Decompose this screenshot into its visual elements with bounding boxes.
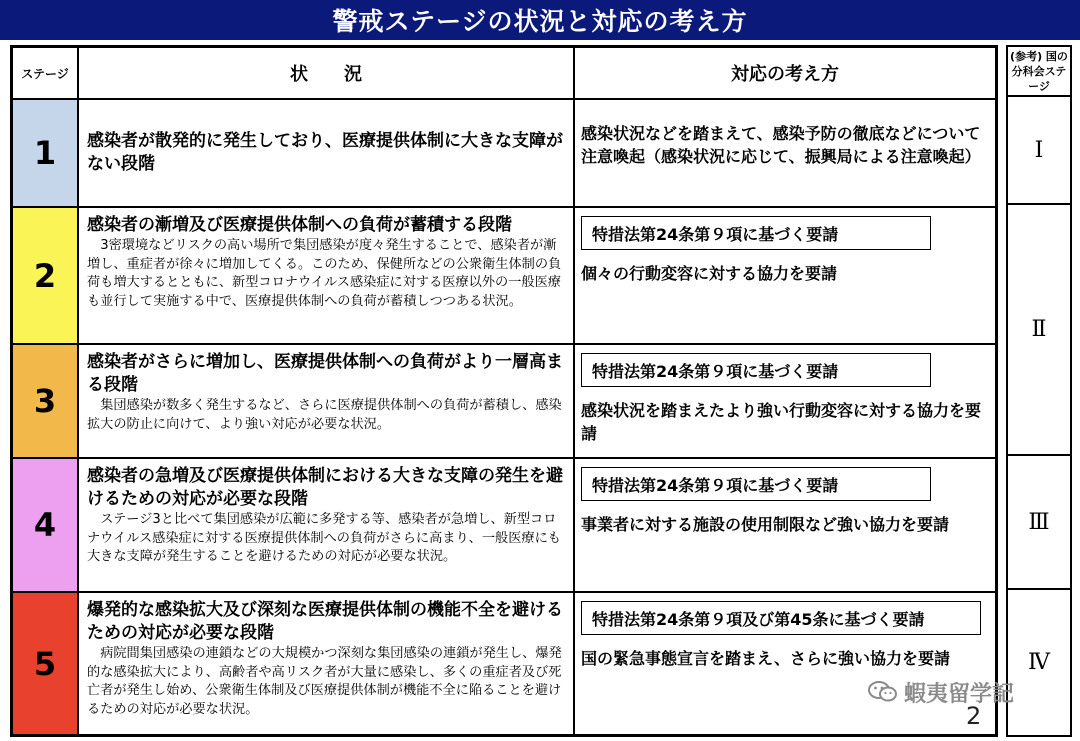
response-text: 感染状況などを踏まえて、感染予防の徹底などについて注意喚起（感染状況に応じて、振興局による注意喚起）: [581, 124, 981, 166]
stage-number: 4: [13, 459, 79, 593]
header-stage: ステージ: [13, 48, 79, 100]
page-title: 警戒ステージの状況と対応の考え方: [0, 0, 1080, 40]
response-cell: [575, 345, 995, 459]
stage-number: 2: [13, 208, 79, 345]
reference-stage: Ⅱ: [1008, 205, 1070, 456]
header-response: 対応の考え方: [575, 48, 995, 100]
legal-basis-box: 特措法第24条第９項に基づく要請: [581, 216, 931, 250]
response-text: 国の緊急事態宣言を踏まえ、さらに強い協力を要請: [581, 649, 950, 668]
watermark-text: 蝦夷留学記: [904, 681, 1015, 707]
situation-title: 感染者の漸増及び医療提供体制への負荷が蓄積する段階: [87, 215, 512, 235]
legal-basis-box: 特措法第24条第９項に基づく要請: [581, 353, 931, 387]
reference-stage: Ⅳ: [1028, 650, 1050, 675]
reference-stage: Ⅰ: [1008, 97, 1070, 205]
stage-table: [10, 45, 998, 737]
response-cell: [575, 100, 995, 208]
response-text: 感染状況を踏まえたより強い行動変容に対する協力を要請: [581, 401, 982, 443]
stage-number: 3: [13, 345, 79, 459]
situation-cell: [79, 459, 575, 593]
header-situation: 状 況: [79, 48, 575, 100]
legal-basis-box: 特措法第24条第９項及び第45条に基づく要請: [581, 601, 981, 635]
situation-title: 感染者が散発的に発生しており、医療提供体制に大きな支障がない段階: [87, 131, 563, 174]
situation-title: 爆発的な感染拡大及び深刻な医療提供体制の機能不全を避けるための対応が必要な段階: [87, 600, 563, 643]
situation-description: ステージ3と比べて集団感染が広範に多発する等、感染者が急増し、新型コロナウイルス感染症に対する医療提供体制への負荷がさらに高まり、一般医療にも大きな支障が発生することを避けるための対応が必要な状況。: [87, 512, 561, 564]
stage-number: 1: [13, 100, 79, 208]
situation-cell: [79, 345, 575, 459]
situation-description: 集団感染が数多く発生するなど、さらに医療提供体制への負荷が蓄積し、感染拡大の防止に向けて、より強い対応が必要な状況。: [87, 398, 562, 432]
situation-description: 病院間集団感染の連鎖などの大規模かつ深刻な集団感染の連鎖が発生し、爆発的な感染拡大により、高齢者や高リスク者が大量に感染し、多くの重症者及び死亡者が発生し始め、公衆衛生体制及び医療提供体制が機能不全に陥ることを避けるための対応が必要な状況。: [87, 646, 562, 717]
situation-description: 3密環境などリスクの高い場所で集団感染が度々発生することで、感染者が漸増し、重症者が徐々に増加してくる。このため、保健所などの公衆衛生体制の負荷も増大するとともに、新型コロナウイルス感染症に対する医療以外の一般医療も並行して実施する中で、医療提供体制への負荷が蓄積しつつある状況。: [87, 238, 562, 309]
response-text: 個々の行動変容に対する協力を要請: [581, 264, 838, 283]
response-text: 事業者に対する施設の使用制限など強い協力を要請: [581, 515, 950, 534]
situation-cell: [79, 100, 575, 208]
watermark: [868, 677, 1014, 707]
response-cell: [575, 208, 995, 345]
legal-basis-box: 特措法第24条第９項に基づく要請: [581, 467, 931, 501]
wechat-icon: [868, 680, 898, 704]
situation-cell: [79, 208, 575, 345]
situation-title: 感染者の急増及び医療提供体制における大きな支障の発生を避けるための対応が必要な段階: [87, 466, 563, 509]
reference-stage-table: [1006, 45, 1072, 737]
response-cell: [575, 593, 995, 734]
page-number: 2: [966, 702, 982, 730]
reference-stage: Ⅲ: [1008, 456, 1070, 590]
stage-number: 5: [13, 593, 79, 734]
situation-cell: [79, 593, 575, 734]
response-cell: [575, 459, 995, 593]
reference-header: (参考) 国の分科会ステージ: [1008, 47, 1070, 97]
situation-title: 感染者がさらに増加し、医療提供体制への負荷がより一層高まる段階: [87, 352, 563, 395]
